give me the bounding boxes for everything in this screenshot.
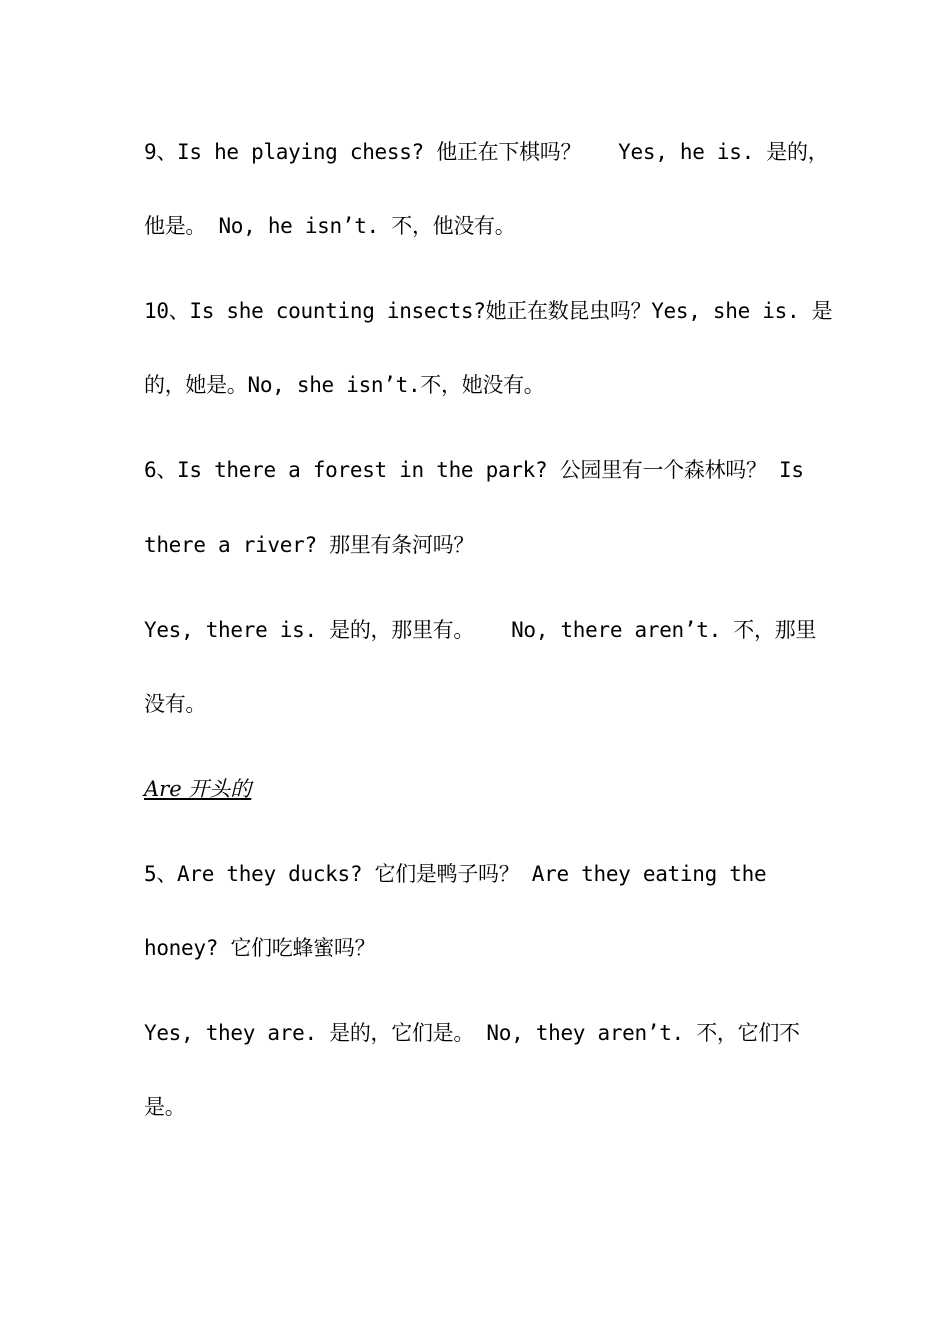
text-line-q5-answer1: Yes, they are. 是的，它们是。 No, they aren’t. 不，它们不 (144, 1021, 800, 1045)
text-line-q5-answer2: 是。 (144, 1095, 186, 1119)
text-line-q6-answer1: Yes, there is. 是的，那里有。 No, there aren’t. 不，那里 (144, 618, 817, 642)
text-line-q6-answer2: 没有。 (144, 692, 207, 716)
text-line-q5-part1: 5、Are they ducks? 它们是鸭子吗？ Are they eating the (144, 862, 767, 886)
section-heading: Are 开头的 (144, 777, 252, 801)
text-line-q10-part2: 的，她是。No, she isn’t.不，她没有。 (144, 373, 545, 397)
text-line-q6-part1: 6、Is there a forest in the park? 公园里有一个森林吗？ Is (144, 458, 804, 482)
text-line-q6-part2: there a river? 那里有条河吗？ (144, 533, 475, 557)
text-line-q5-part2: honey? 它们吃蜂蜜吗？ (144, 936, 376, 960)
text-line-q10-part1: 10、Is she counting insects?她正在数昆虫吗？Yes, she is. 是 (144, 299, 833, 323)
text-line-q9-part1: 9、Is he playing chess? 他正在下棋吗？ Yes, he is. 是的， (144, 140, 829, 164)
text-line-q9-part2: 他是。 No, he isn’t. 不，他没有。 (144, 214, 516, 238)
